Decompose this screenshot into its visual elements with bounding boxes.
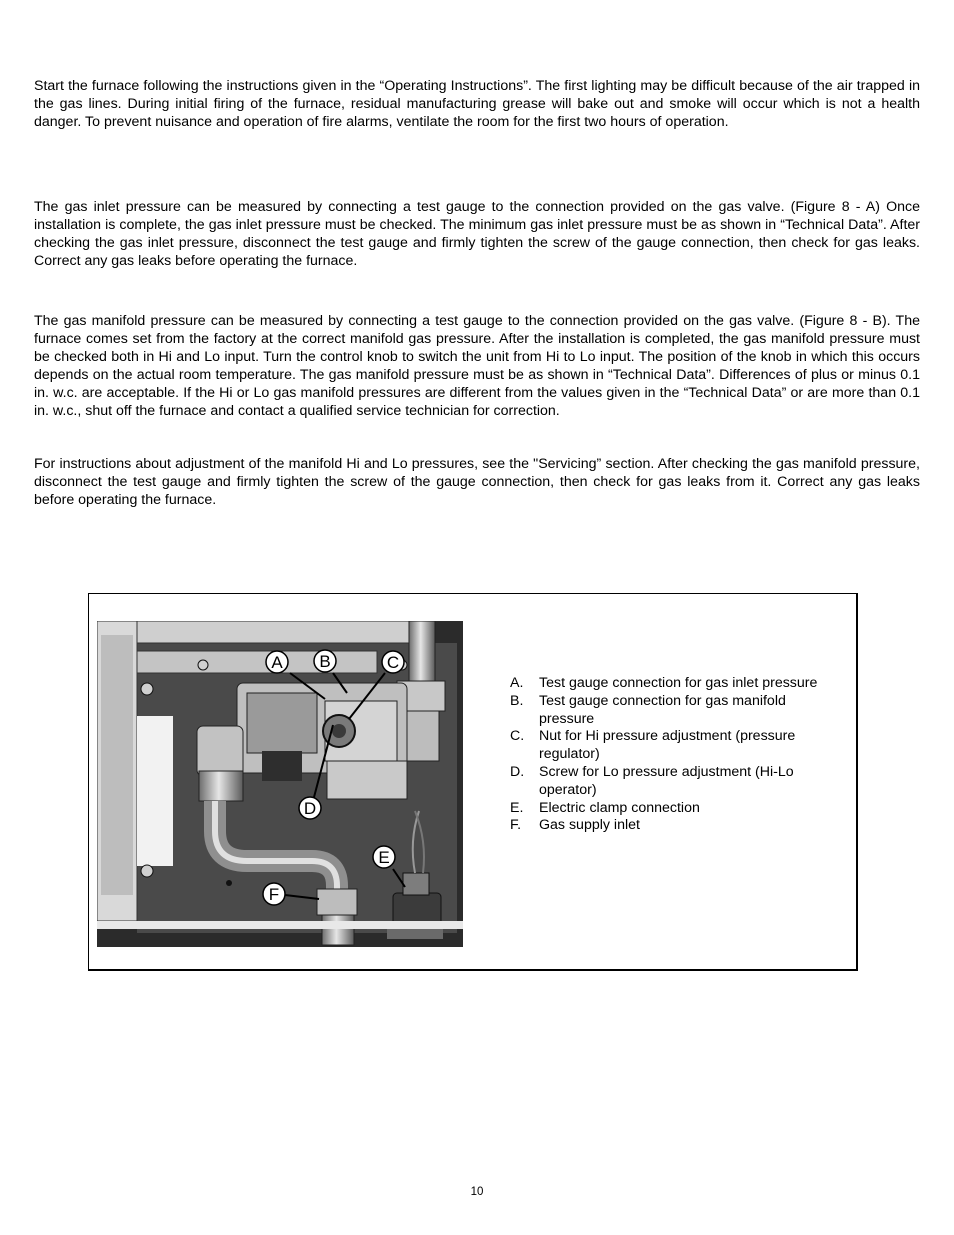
paragraph-manifold-adjustment: For instructions about adjustment of the manifold Hi and Lo pressures, see the "Servicing” section. After checking the gas manifold pressure, disconnect the test gauge and firmly tighten the screw of the gauge connection, then check for gas leaks from it. Correct any gas leaks before operating the furnace. — [34, 456, 920, 508]
legend-letter: D. — [510, 763, 525, 780]
figure-8-box — [88, 593, 858, 971]
legend-text: Test gauge connection for gas manifold pressure — [539, 692, 786, 727]
legend-text: Screw for Lo pressure adjustment (Hi-Lo operator) — [539, 763, 794, 798]
paragraph-gas-inlet-pressure: The gas inlet pressure can be measured by connecting a test gauge to the connection provided on the gas valve. (Figure 8 - A) Once installation is complete, the gas inlet pressure must be checked. The minimum gas inlet pressure must be as shown in “Technical Data”. After checking the gas inlet pressure, disconnect the test gauge and firmly tighten the screw of the gauge connection, then check for gas leaks. Correct any gas leaks before operating the furnace. — [34, 199, 920, 269]
legend-letter: F. — [510, 817, 522, 834]
legend-letter: E. — [510, 799, 524, 816]
legend-item-e — [510, 800, 840, 818]
callout-f — [263, 883, 285, 905]
legend-item-b — [510, 693, 840, 729]
gas-valve-photo — [97, 621, 463, 947]
svg-text:E: E — [378, 848, 390, 867]
legend-text: Nut for Hi pressure adjustment (pressure regulator) — [539, 728, 796, 763]
legend-letter: A. — [510, 675, 524, 691]
callout-b — [314, 650, 336, 672]
svg-text:A: A — [271, 653, 283, 672]
legend-item-a — [510, 675, 840, 693]
callout-c — [382, 651, 404, 673]
legend-text: Gas supply inlet — [539, 817, 640, 834]
callout-d — [299, 797, 321, 819]
svg-text:F: F — [268, 885, 280, 904]
legend-item-c — [510, 728, 840, 764]
legend-text: Electric clamp connection — [539, 799, 700, 816]
legend-item-f — [510, 817, 840, 835]
svg-text:B: B — [319, 652, 331, 671]
legend-letter: B. — [510, 692, 524, 709]
legend-letter: C. — [510, 728, 525, 745]
svg-text:D: D — [303, 799, 317, 818]
intro-paragraph-first-lighting: Start the furnace following the instructions given in the “Operating Instructions”. The first lighting may be difficult because of the air trapped in the gas lines. During initial firing of the furnace, residual manufacturing grease will bake out and smoke will occur which is not a health danger. To prevent nuisance and operation of fire alarms, ventilate the room for the first two hours of operation. — [34, 78, 920, 130]
callout-e — [373, 846, 395, 868]
page-number: 10 — [470, 1186, 484, 1198]
figure-legend — [510, 675, 840, 835]
callout-a — [266, 651, 288, 673]
legend-item-d — [510, 764, 840, 800]
paragraph-gas-manifold-pressure: The gas manifold pressure can be measured by connecting a test gauge to the connection provided on the gas valve. (Figure 8 - B). The furnace comes set from the factory at the correct manifold gas pressure. After the installation is completed, the gas manifold pressure must be checked both in Hi and Lo input. Turn the control knob to switch the unit from Hi to Lo input. The position of the knob in which this occurs depends on the actual room temperature. The gas manifold pressure must be as shown in “Technical Data”. Differences of plus or minus 0.1 in. w.c. are acceptable. If the Hi or Lo gas manifold pressures are different from the values given in the “Technical Data” or are more than 0.1 in. w.c., shut off the furnace and contact a qualified service technician for correction. — [34, 313, 920, 419]
legend-text: Test gauge connection for gas inlet pressure — [539, 675, 818, 691]
svg-text:C: C — [386, 653, 400, 672]
